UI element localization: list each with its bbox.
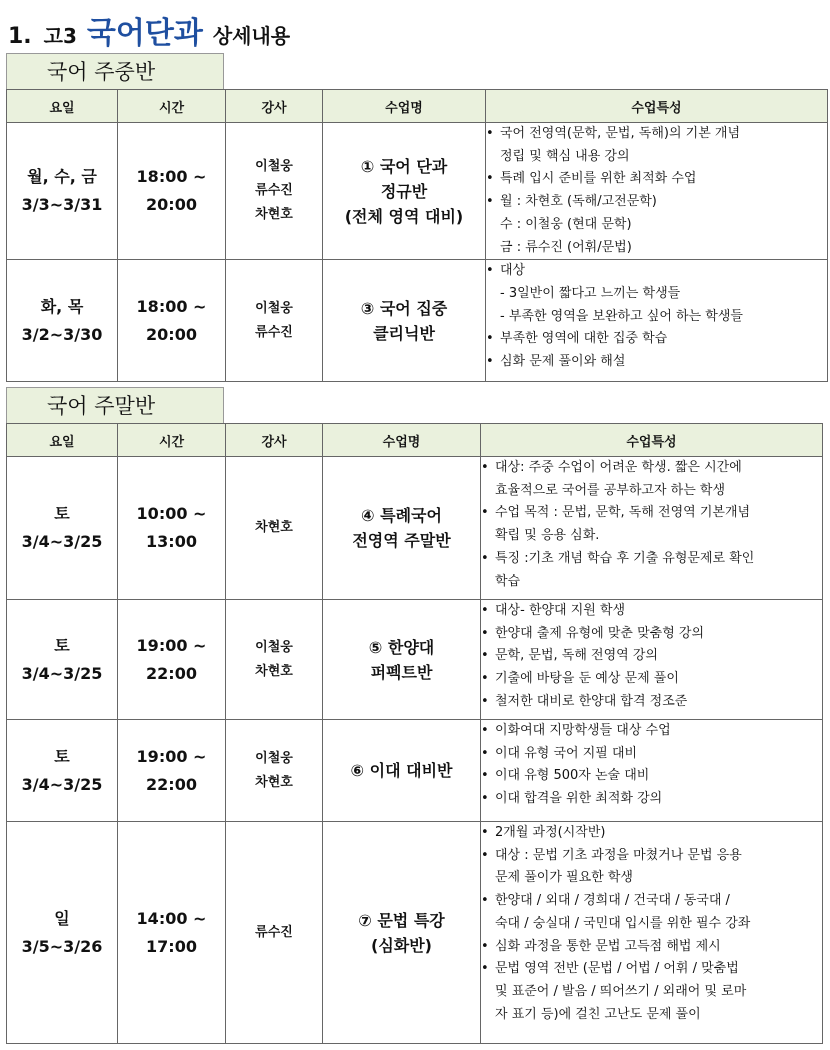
feature-text: 대상: 주중 수업이 어려운 학생. 짧은 시간에 (495, 460, 742, 475)
feature-line (486, 283, 827, 306)
feature-text: 심화 문제 풀이와 해설 (500, 354, 626, 370)
instructor-name: 차현호 (255, 207, 293, 223)
feature-line (486, 191, 827, 214)
table-row (7, 260, 828, 382)
feature-line (481, 743, 822, 766)
column-header: 수업특성 (486, 90, 828, 123)
feature-text: 및 표준어 / 발음 / 띄어쓰기 / 외래어 및 로마 (495, 983, 747, 999)
feature-line (481, 480, 822, 503)
feature-text: 월 : 차현호 (독해/고전문학) (500, 194, 657, 210)
bullet: • (481, 723, 489, 738)
feature-text: - 부족한 영역을 보완하고 싶어 하는 학생들 (500, 308, 743, 324)
feature-text: 확립 및 응용 심화. (495, 528, 600, 544)
feature-line (481, 981, 822, 1004)
course-cell (323, 457, 481, 600)
section-title: 국어 주중반 (6, 53, 224, 89)
bullet: • (481, 961, 489, 977)
date-range: 3/2~3/30 (21, 324, 103, 344)
feature-line (481, 668, 822, 691)
feature-text: 문학, 문법, 독해 전영역 강의 (495, 648, 658, 664)
bullet: • (481, 550, 489, 566)
feature-line (481, 958, 822, 981)
time-cell (118, 260, 226, 382)
instructor-name: 이철웅 (255, 300, 293, 316)
bullet: • (486, 194, 494, 210)
feature-line (481, 765, 822, 788)
course-name-line: (전체 영역 대비) (344, 206, 464, 226)
time-cell (118, 720, 226, 822)
heading-subject: 국어단과 (86, 16, 203, 51)
time-start: 10:00 ~ (136, 504, 207, 523)
course-name-line: ⑤ 한양대 (368, 637, 435, 657)
day-cell (7, 600, 118, 720)
feature-line (481, 890, 822, 913)
course-name-line: ④ 특례국어 (361, 506, 442, 525)
bullet: • (481, 671, 489, 687)
date-range: 3/4~3/25 (21, 663, 103, 683)
instructor-name: 류수진 (255, 324, 293, 340)
course-cell (323, 600, 481, 720)
feature-text: 부족한 영역에 대한 집중 학습 (500, 331, 668, 347)
features-cell (481, 720, 823, 822)
course-name-line: (심화반) (371, 935, 432, 955)
bullet: • (481, 505, 489, 521)
feature-text: 이대 유형 국어 지필 대비 (495, 745, 638, 761)
time-start: 14:00 ~ (136, 908, 207, 928)
bullet: • (481, 648, 489, 664)
feature-text: 대상 : 문법 기초 과정을 마쳤거나 문법 응용 (495, 847, 742, 863)
heading-detail: 상세내용 (212, 24, 291, 48)
feature-text: 효율적으로 국어를 공부하고자 하는 학생 (495, 482, 726, 498)
feature-text: 한양대 / 외대 / 경희대 / 건국대 / 동국대 / (495, 893, 730, 909)
feature-line (481, 845, 822, 868)
feature-text: 대상- 한양대 지원 학생 (495, 603, 626, 618)
feature-text: 이대 합격을 위한 최적화 강의 (495, 791, 663, 807)
heading-grade: 고3 (43, 24, 77, 48)
feature-text: 문제 풀이가 필요한 학생 (495, 870, 633, 886)
course-name-line: 퍼펙트반 (370, 662, 433, 682)
column-header: 시간 (118, 424, 226, 457)
feature-text: 2개월 과정(시작반) (495, 825, 606, 840)
feature-text: 수업 목적 : 문법, 문학, 독해 전영역 기본개념 (495, 505, 751, 521)
feature-text: 수 : 이철웅 (현대 문학) (500, 216, 632, 232)
feature-line (481, 788, 822, 811)
feature-text: 심화 과정을 통한 문법 고득점 해법 제시 (495, 938, 721, 954)
time-start: 19:00 ~ (136, 635, 207, 655)
time-end: 22:00 (146, 774, 197, 794)
course-cell (323, 720, 481, 822)
heading-number: 1. (8, 24, 32, 49)
column-header: 시간 (118, 90, 226, 123)
column-header: 강사 (226, 90, 323, 123)
time-cell (118, 600, 226, 720)
course-name-line: 전영역 주말반 (352, 531, 451, 550)
feature-line (486, 328, 827, 351)
time-start: 19:00 ~ (136, 746, 207, 766)
day-label: 일 (54, 908, 70, 928)
instructor-cell (226, 822, 323, 1044)
feature-line (481, 1004, 822, 1027)
time-end: 17:00 (146, 936, 197, 956)
feature-text: 특징 :기초 개념 학습 후 기출 유형문제로 확인 (495, 550, 755, 566)
course-cell (323, 123, 486, 260)
feature-text: - 3일반이 짧다고 느끼는 학생들 (500, 285, 681, 301)
feature-text: 학습 (495, 573, 521, 589)
bullet: • (481, 893, 489, 909)
table-row (7, 720, 823, 822)
features-cell (486, 260, 828, 382)
feature-text: 국어 전영역(문학, 문법, 독해)의 기본 개념 (500, 126, 740, 141)
column-header: 수업명 (323, 90, 486, 123)
feature-line (486, 168, 827, 191)
course-name-line: ⑥ 이대 대비반 (350, 761, 453, 780)
features-cell (481, 600, 823, 720)
bullet: • (486, 331, 494, 347)
feature-text: 특례 입시 준비를 위한 최적화 수업 (500, 171, 697, 187)
column-header: 수업명 (323, 424, 481, 457)
time-end: 13:00 (146, 532, 197, 551)
instructor-name: 이철웅 (255, 159, 293, 175)
day-cell (7, 720, 118, 822)
feature-line (481, 913, 822, 936)
feature-text: 숙대 / 숭실대 / 국민대 입시를 위한 필수 강좌 (495, 915, 751, 931)
bullet: • (481, 791, 489, 807)
course-name-line: 정규반 (380, 181, 428, 201)
course-cell (323, 260, 486, 382)
day-cell (7, 260, 118, 382)
feature-line (481, 623, 822, 646)
features-cell (481, 822, 823, 1044)
bullet: • (486, 171, 494, 187)
day-label: 토 (54, 635, 70, 655)
schedule-table (6, 89, 828, 382)
course-name-line: ③ 국어 집중 (360, 298, 448, 318)
header-row (7, 90, 828, 123)
feature-line (481, 936, 822, 959)
features-cell (481, 457, 823, 600)
feature-text: 정립 및 핵심 내용 강의 (500, 148, 630, 164)
day-label: 화, 목 (40, 296, 84, 316)
feature-line (486, 123, 827, 146)
bullet: • (481, 460, 489, 475)
header-row (7, 424, 823, 457)
bullet: • (481, 825, 489, 840)
column-header: 강사 (226, 424, 323, 457)
column-header: 수업특성 (481, 424, 823, 457)
time-cell (118, 123, 226, 260)
table-row (7, 600, 823, 720)
feature-line (481, 548, 822, 571)
feature-line (481, 457, 822, 480)
feature-line (486, 260, 827, 283)
course-name-line: ⑦ 문법 특강 (358, 910, 445, 930)
day-cell (7, 123, 118, 260)
bullet: • (481, 938, 489, 954)
feature-line (481, 720, 822, 743)
feature-text: 문법 영역 전반 (문법 / 어법 / 어휘 / 맞춤법 (495, 961, 739, 977)
time-cell (118, 822, 226, 1044)
instructor-cell (226, 260, 323, 382)
bullet: • (481, 625, 489, 641)
feature-line (481, 571, 822, 594)
instructor-name: 차현호 (255, 774, 293, 790)
feature-line (486, 146, 827, 169)
feature-text: 대상 (500, 263, 526, 279)
table-row (7, 822, 823, 1044)
instructor-name: 류수진 (255, 924, 293, 940)
instructor-name: 이철웅 (255, 750, 293, 766)
day-cell (7, 457, 118, 600)
feature-line (481, 502, 822, 525)
day-label: 토 (54, 746, 70, 766)
features-cell (486, 123, 828, 260)
bullet: • (481, 745, 489, 761)
time-start: 18:00 ~ (136, 167, 207, 187)
bullet: • (486, 263, 494, 279)
feature-line (481, 525, 822, 548)
feature-line (486, 351, 827, 374)
feature-text: 이화여대 지망학생들 대상 수업 (495, 723, 671, 738)
instructor-cell (226, 720, 323, 822)
instructor-name: 차현호 (255, 520, 293, 535)
feature-text: 철저한 대비로 한양대 합격 정조준 (495, 693, 688, 709)
bullet: • (481, 603, 489, 618)
instructor-cell (226, 457, 323, 600)
schedule-table (6, 423, 823, 1044)
feature-text: 기출에 바탕을 둔 예상 문제 풀이 (495, 671, 679, 687)
course-name-line: ① 국어 단과 (360, 156, 448, 176)
bullet: • (481, 768, 489, 784)
course-cell (323, 822, 481, 1044)
bullet: • (481, 847, 489, 863)
table-row (7, 123, 828, 260)
section-title: 국어 주말반 (6, 387, 224, 423)
day-label: 월, 수, 금 (27, 167, 97, 187)
time-cell (118, 457, 226, 600)
feature-text: 이대 유형 500자 논술 대비 (495, 768, 650, 784)
bullet: • (486, 126, 494, 141)
feature-line (481, 600, 822, 623)
course-name-line: 클리닉반 (373, 323, 435, 343)
feature-text: 금 : 류수진 (어휘/문법) (500, 239, 632, 255)
feature-line (481, 691, 822, 714)
time-end: 20:00 (146, 195, 197, 215)
table-row (7, 457, 823, 600)
date-range: 3/4~3/25 (21, 532, 103, 551)
time-end: 22:00 (146, 663, 197, 683)
feature-line (486, 237, 827, 260)
document-heading (8, 8, 291, 51)
date-range: 3/4~3/25 (21, 774, 103, 794)
bullet: • (481, 693, 489, 709)
column-header: 요일 (7, 90, 118, 123)
day-cell (7, 822, 118, 1044)
date-range: 3/5~3/26 (21, 936, 103, 956)
feature-text: 한양대 출제 유형에 맞춘 맞춤형 강의 (495, 625, 705, 641)
instructor-cell (226, 600, 323, 720)
instructor-name: 류수진 (255, 183, 293, 199)
instructor-name: 차현호 (255, 663, 293, 679)
time-end: 20:00 (146, 324, 197, 344)
date-range: 3/3~3/31 (21, 195, 103, 215)
column-header: 요일 (7, 424, 118, 457)
feature-line (481, 645, 822, 668)
time-start: 18:00 ~ (136, 296, 207, 316)
instructor-cell (226, 123, 323, 260)
instructor-name: 이철웅 (255, 639, 293, 655)
day-label: 토 (54, 504, 70, 523)
feature-line (481, 822, 822, 845)
feature-line (486, 214, 827, 237)
feature-text: 자 표기 등)에 걸친 고난도 문제 풀이 (495, 1006, 701, 1022)
feature-line (486, 306, 827, 329)
feature-line (481, 867, 822, 890)
bullet: • (486, 354, 494, 370)
